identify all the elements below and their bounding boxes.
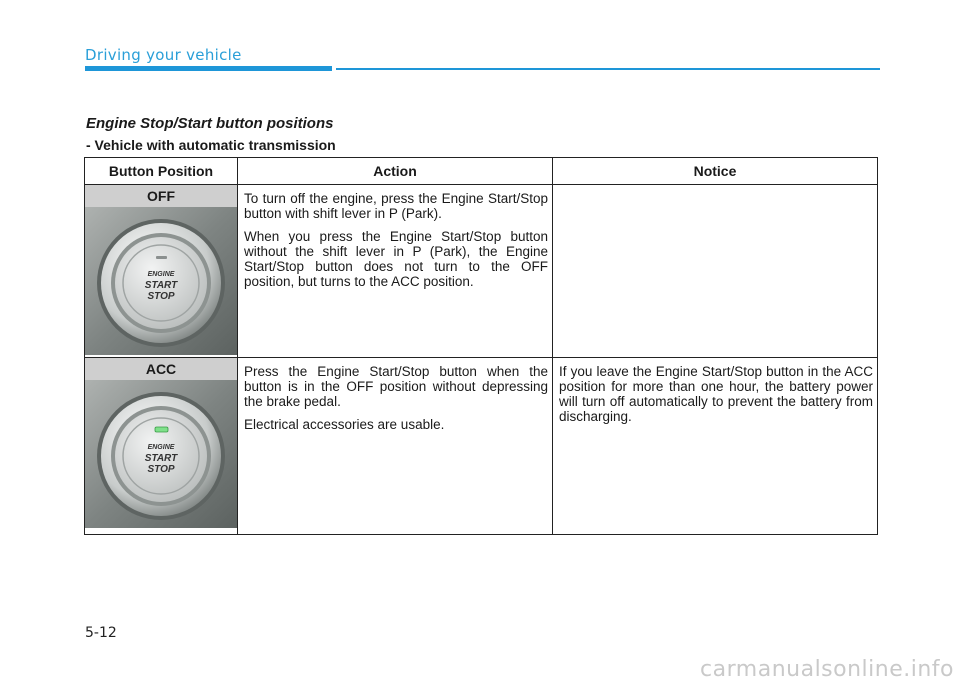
watermark: carmanualsonline.info bbox=[700, 657, 954, 682]
stop-label: STOP bbox=[147, 291, 175, 302]
table-header-row bbox=[85, 158, 878, 185]
button-positions-table bbox=[84, 157, 878, 535]
action-cell bbox=[238, 358, 553, 535]
section-title: Engine Stop/Start button positions bbox=[86, 115, 334, 132]
header-action: Action bbox=[238, 158, 553, 185]
notice-text: If you leave the Engine Start/Stop button in the ACC position for more than one hour, the battery power will turn off automatically to prevent the battery from discharging. bbox=[559, 364, 873, 424]
start-label: START bbox=[144, 280, 178, 291]
table-row bbox=[85, 185, 878, 358]
position-label-off: OFF bbox=[85, 185, 237, 207]
header-section-title: Driving your vehicle bbox=[85, 46, 242, 64]
position-cell bbox=[85, 185, 238, 358]
header-notice: Notice bbox=[553, 158, 878, 185]
header-button-position: Button Position bbox=[85, 158, 238, 185]
position-cell bbox=[85, 358, 238, 535]
header-bar-thin bbox=[336, 68, 880, 70]
engine-button-acc-image bbox=[85, 380, 237, 528]
action-text: To turn off the engine, press the Engine Start/Stop button with shift lever in P (Park). bbox=[244, 191, 548, 221]
notice-cell bbox=[553, 358, 878, 535]
action-text: Press the Engine Start/Stop button when the button is in the OFF position without depressing the brake pedal. bbox=[244, 364, 548, 409]
position-label-acc: ACC bbox=[85, 358, 237, 380]
engine-label: ENGINE bbox=[147, 444, 175, 451]
action-text: Electrical accessories are usable. bbox=[244, 417, 445, 432]
table-row bbox=[85, 358, 878, 535]
notice-cell bbox=[553, 185, 878, 358]
header-bar-thick bbox=[85, 66, 332, 71]
engine-button-off-image bbox=[85, 207, 237, 355]
start-label: START bbox=[144, 453, 178, 464]
stop-label: STOP bbox=[147, 464, 175, 475]
action-text: When you press the Engine Start/Stop button without the shift lever in P (Park), the Engine Start/Stop button does not turn to the OFF position, but turns to the ACC position. bbox=[244, 229, 548, 289]
engine-label: ENGINE bbox=[147, 271, 175, 278]
action-cell bbox=[238, 185, 553, 358]
page-number: 5-12 bbox=[85, 625, 117, 641]
subtitle: - Vehicle with automatic transmission bbox=[86, 137, 336, 153]
